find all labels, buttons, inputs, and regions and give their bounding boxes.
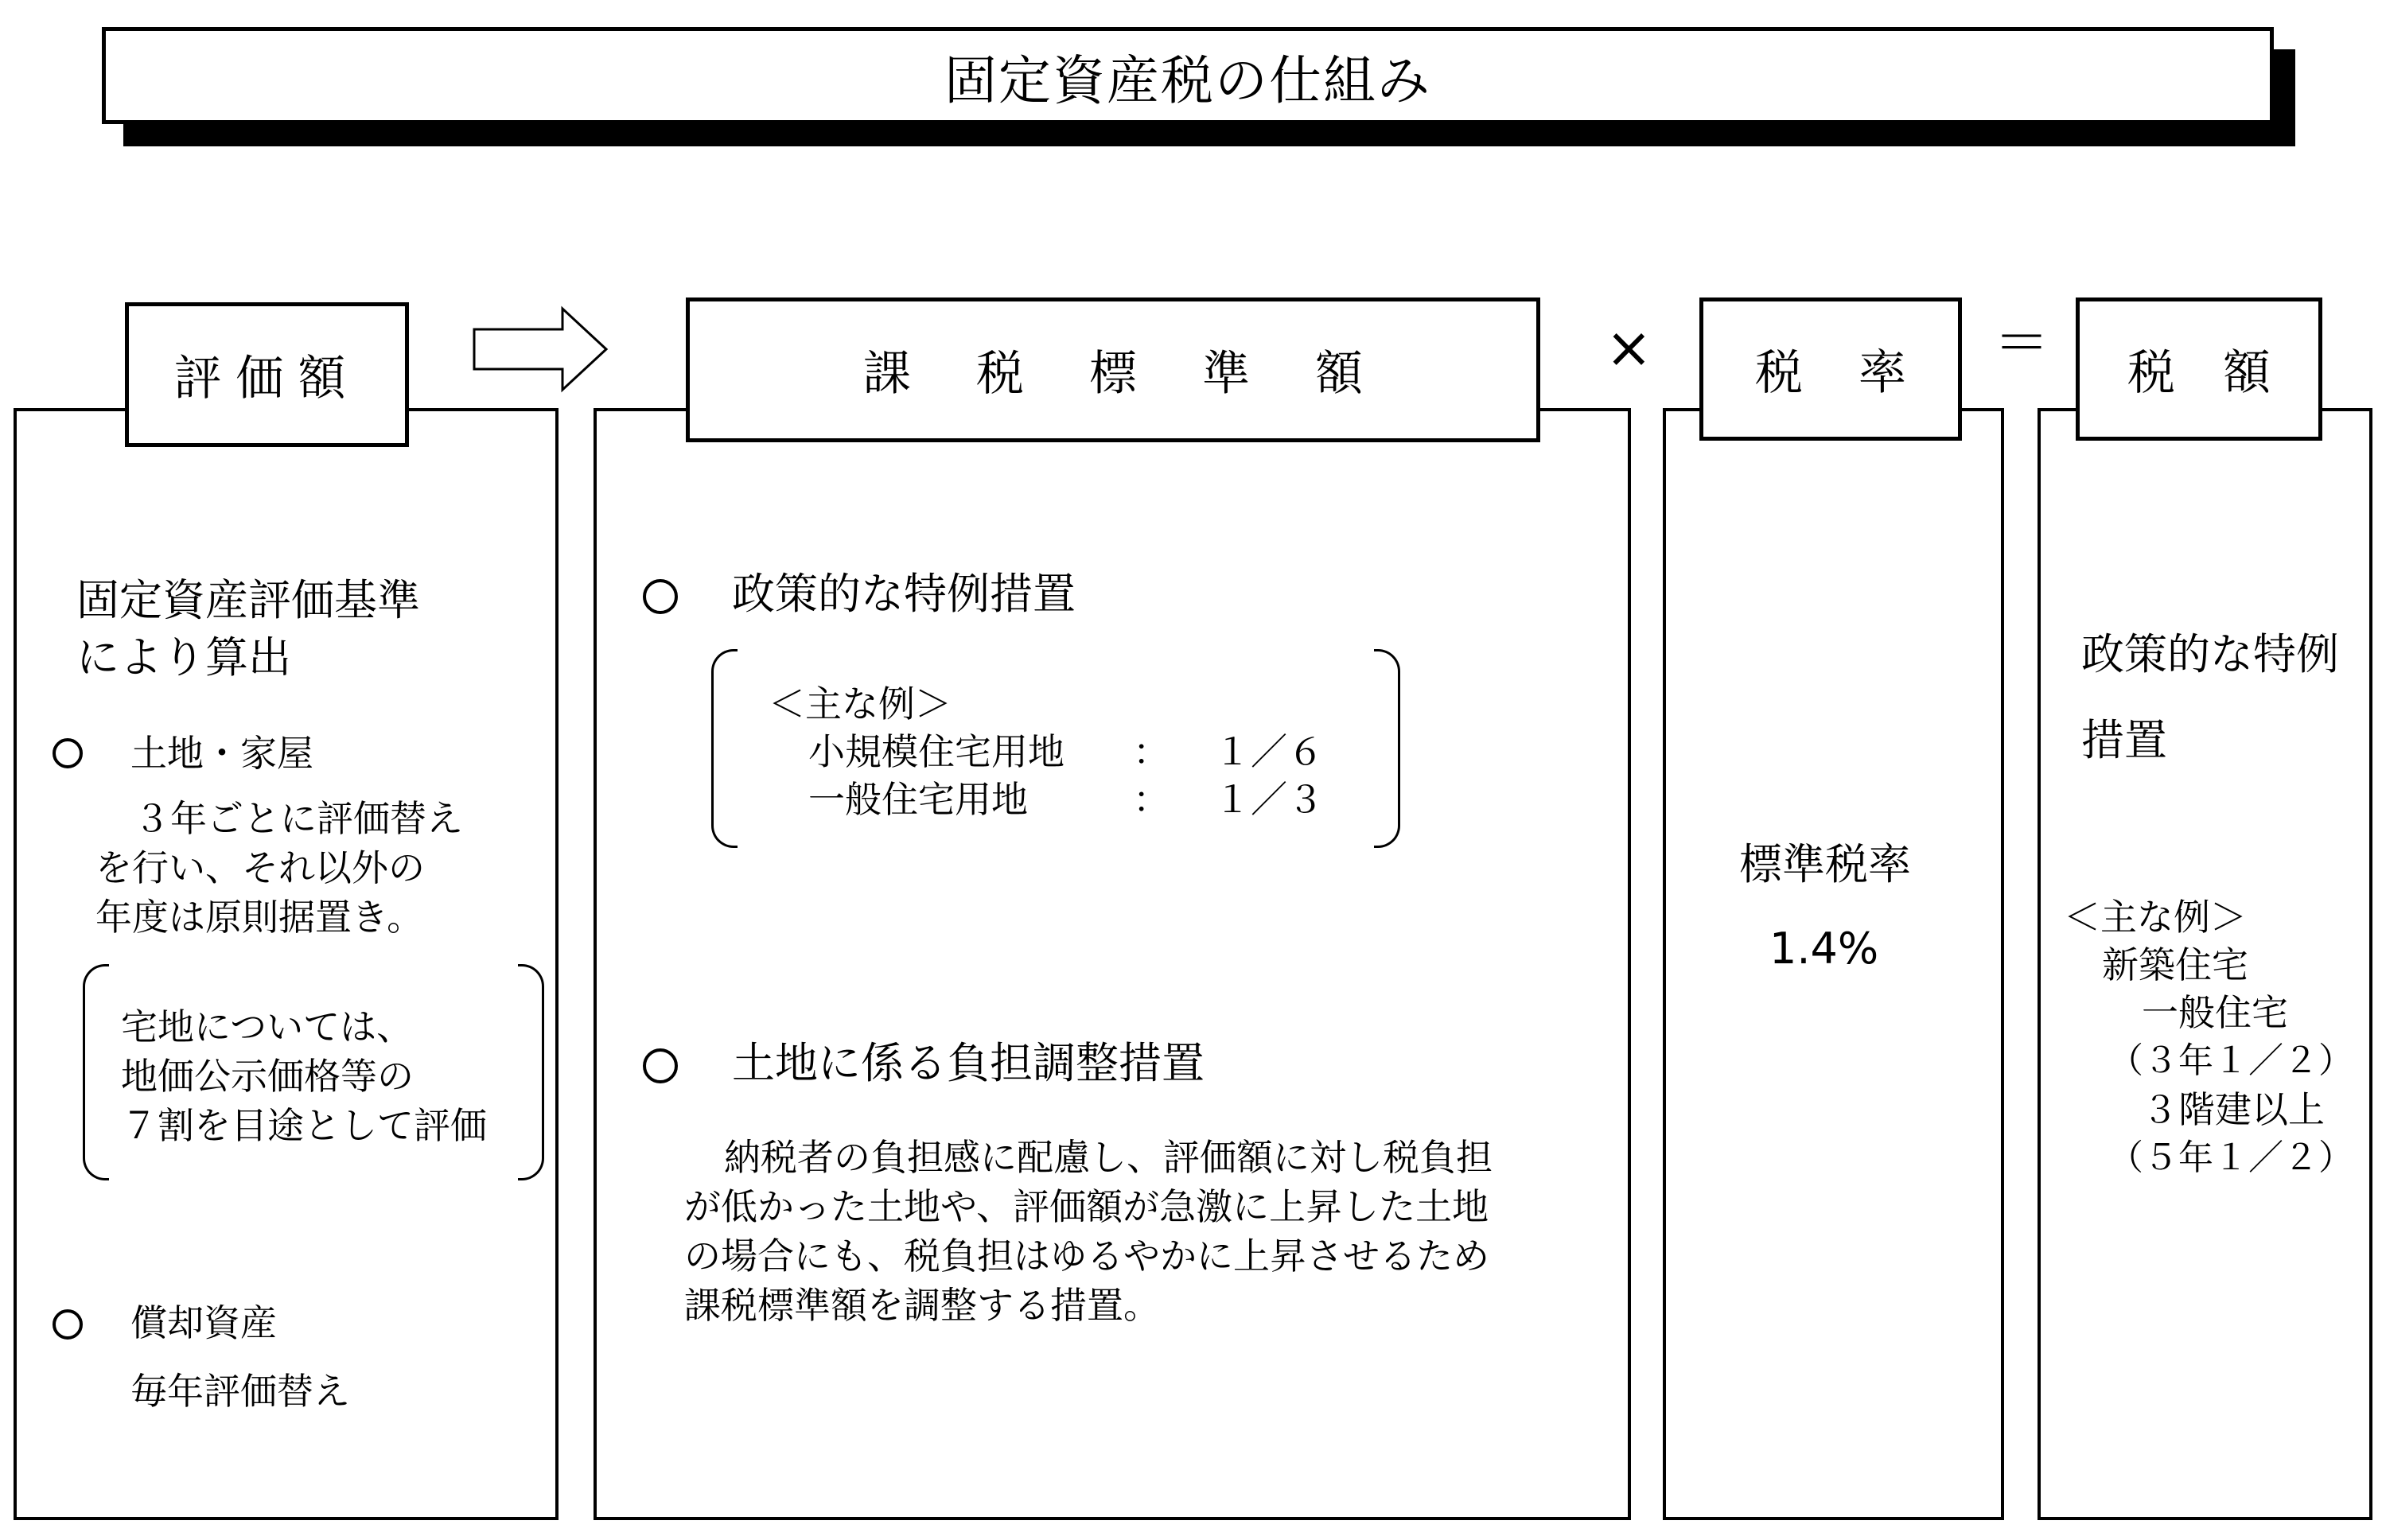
tax-example-line5: （５年１／２） (2108, 1138, 2353, 1178)
evaluation-header-label: 評価額 (173, 351, 360, 406)
equals-operator: ＝ (1994, 310, 2049, 375)
tax-base-header (686, 298, 1540, 442)
example1-colon: ： (1133, 730, 1170, 773)
eval-intro-line2: により算出 (76, 632, 291, 682)
right-arrow-icon (471, 305, 611, 393)
page-title: 固定資産税の仕組み (944, 49, 1431, 111)
burden-line4: 課税標準額を調整する措置。 (684, 1284, 1160, 1327)
burden-line1: 納税者の負担感に配慮し、評価額に対し税負担 (724, 1136, 1493, 1179)
tax-policy-line1: 政策的な特例 (2081, 629, 2339, 679)
land-heading: 土地・家屋 (130, 732, 313, 775)
tax-amount-header-label: 税額 (2127, 345, 2318, 401)
tax-rate-header-label: 税率 (1755, 345, 1962, 401)
bullet-circle-icon (643, 579, 678, 614)
bullet-circle-icon (53, 738, 83, 768)
burden-heading: 土地に係る負担調整措置 (732, 1038, 1205, 1088)
depreciable-heading: 償却資産 (130, 1301, 277, 1344)
bullet-circle-icon (643, 1048, 678, 1083)
example2-ratio: １／３ (1214, 778, 1324, 821)
tax-base-header-label: 課税標準額 (863, 346, 1428, 402)
residential-line2: 地価公示価格等の (121, 1055, 414, 1098)
tax-rate-label: 標準税率 (1739, 839, 1911, 889)
land-line1: ３年ごとに評価替え (134, 797, 463, 840)
evaluation-header (125, 302, 409, 447)
tax-rate-value: 1.4% (1769, 924, 1879, 974)
burden-line2: が低かった土地や、評価額が急激に上昇した土地 (684, 1185, 1489, 1228)
example2-colon: ： (1133, 778, 1170, 821)
tax-examples-label: ＜主な例＞ (2064, 896, 2247, 939)
examples-label: ＜主な例＞ (769, 682, 952, 725)
example1-name: 小規模住宅用地 (808, 730, 1065, 773)
tax-amount-header (2076, 298, 2322, 441)
tax-example-line1: 新築住宅 (2102, 943, 2248, 986)
tax-rate-header (1699, 298, 1962, 441)
land-line2: を行い、それ以外の (95, 846, 425, 889)
tax-policy-line2: 措置 (2081, 715, 2167, 765)
depreciable-text: 毎年評価替え (130, 1370, 350, 1413)
multiply-operator: × (1606, 315, 1652, 380)
residential-line1: 宅地については、 (121, 1005, 414, 1048)
land-line3: 年度は原則据置き。 (95, 896, 424, 939)
example2-name: 一般住宅用地 (808, 778, 1028, 821)
tax-example-line3: （３年１／２） (2108, 1040, 2353, 1081)
bullet-circle-icon (53, 1309, 83, 1340)
title-box (102, 27, 2274, 124)
burden-line3: の場合にも、税負担はゆるやかに上昇させるため (684, 1235, 1489, 1278)
tax-example-line2: 一般住宅 (2142, 991, 2288, 1034)
example1-ratio: １／６ (1214, 730, 1324, 773)
policy-heading: 政策的な特例措置 (732, 569, 1076, 619)
eval-intro-line1: 固定資産評価基準 (76, 575, 420, 625)
tax-example-line4: ３階建以上 (2142, 1088, 2325, 1131)
residential-line3: ７割を目途として評価 (121, 1104, 487, 1147)
